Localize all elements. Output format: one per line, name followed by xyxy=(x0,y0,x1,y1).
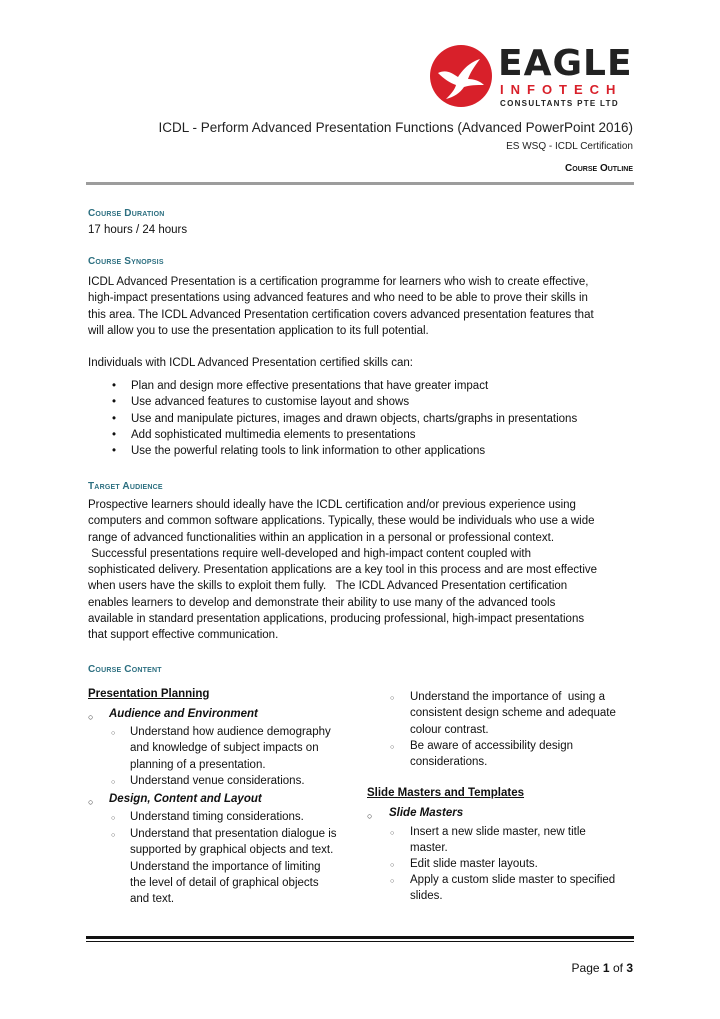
logo-subtitle: INFOTECH xyxy=(500,82,623,97)
document-title: ICDL - Perform Advanced Presentation Functions (Advanced PowerPoint 2016) xyxy=(158,120,633,135)
synopsis-paragraph xyxy=(88,274,636,339)
list-item: Understand the importance of using a consistent design scheme and adequate colour contrast. xyxy=(410,691,616,736)
company-logo xyxy=(428,43,633,113)
list-item: • Use advanced features to customise layout and shows xyxy=(112,394,577,410)
duration-text: 17 hours / 24 hours xyxy=(88,224,188,236)
logo-wordmark: EAGLE xyxy=(498,43,633,84)
circle-bullet-icon: ○ xyxy=(88,712,94,722)
audience-line: that support effective communication. xyxy=(88,629,279,642)
small-circle-bullet-icon: ○ xyxy=(390,878,395,885)
list-item: Understand timing considerations. xyxy=(130,811,304,823)
audience-heading: Target Audience xyxy=(88,481,163,492)
duration-heading: Course Duration xyxy=(88,208,165,219)
course-outline-label: Course Outline xyxy=(565,163,633,174)
audience-line: enables learners to develop and demonstrate their ability to use many of the advanced tools xyxy=(88,596,556,609)
page-number: Page 1 of 3 xyxy=(571,961,633,975)
synopsis-line: will allow you to use the presentation application to its full potential. xyxy=(88,324,429,337)
small-circle-bullet-icon: ○ xyxy=(390,862,395,869)
list-item: • Use and manipulate pictures, images and drawn objects, charts/graphs in presentations xyxy=(112,411,577,427)
list-item: Edit slide master layouts. xyxy=(410,858,538,870)
synopsis-line: high-impact presentations using advanced features and who need to be able to prove their skills in xyxy=(88,292,588,305)
audience-line: when users have the skills to exploit them fully. The ICDL Advanced Presentation certification xyxy=(88,580,568,593)
audience-line: computers and common software applications. Typically, these would be individuals who use a wide xyxy=(88,515,595,528)
list-item: • Plan and design more effective presentations that have greater impact xyxy=(112,378,577,394)
skills-list xyxy=(112,378,577,459)
small-circle-bullet-icon: ○ xyxy=(111,779,116,786)
small-circle-bullet-icon: ○ xyxy=(390,695,395,702)
content-heading: Course Content xyxy=(88,664,162,675)
slide-masters-templates-heading: Slide Masters and Templates xyxy=(367,787,525,799)
eagle-logo-icon xyxy=(428,43,494,109)
synopsis-intro: Individuals with ICDL Advanced Presentation certified skills can: xyxy=(88,357,413,369)
small-circle-bullet-icon: ○ xyxy=(111,815,116,822)
list-item: • Use the powerful relating tools to link information to other applications xyxy=(112,443,577,459)
synopsis-line: this area. The ICDL Advanced Presentation certification covers advanced presentation features that xyxy=(88,308,594,321)
list-item: • Add sophisticated multimedia elements to presentations xyxy=(112,427,577,443)
footer-divider xyxy=(86,936,634,939)
audience-paragraph xyxy=(88,497,636,644)
audience-line: range of advanced functionalities within an application in a personal or professional context. xyxy=(88,531,555,544)
slide-masters-title: Slide Masters xyxy=(389,807,464,819)
small-circle-bullet-icon: ○ xyxy=(111,730,116,737)
synopsis-line: ICDL Advanced Presentation is a certification programme for learners who wish to create effective, xyxy=(88,276,589,288)
small-circle-bullet-icon: ○ xyxy=(390,744,395,751)
audience-environment-title: Audience and Environment xyxy=(109,708,258,720)
audience-line: available in standard presentation applications, producing professional, high-impact presentations xyxy=(88,613,585,626)
small-circle-bullet-icon: ○ xyxy=(111,832,116,839)
logo-tagline: CONSULTANTS PTE LTD xyxy=(500,99,619,108)
audience-line: sophisticated delivery. Presentation applications are a key tool in this process and are most effective xyxy=(88,564,598,577)
list-item: Understand venue considerations. xyxy=(130,775,305,787)
list-item: Understand how audience demography and knowledge of subject impacts on planning of a presentation. xyxy=(130,726,331,771)
document-subtitle: ES WSQ - ICDL Certification xyxy=(506,141,633,152)
list-item: Apply a custom slide master to specified slides. xyxy=(410,874,616,903)
circle-bullet-icon: ○ xyxy=(88,797,94,807)
presentation-planning-heading: Presentation Planning xyxy=(88,688,210,700)
list-item: Insert a new slide master, new title master. xyxy=(410,826,586,855)
list-item: Be aware of accessibility design considerations. xyxy=(410,740,573,769)
circle-bullet-icon: ○ xyxy=(367,811,373,821)
header-divider xyxy=(86,182,634,185)
audience-line: Successful presentations require well-developed and high-impact content coupled with xyxy=(88,547,532,560)
design-content-layout-title: Design, Content and Layout xyxy=(109,793,262,805)
synopsis-heading: Course Synopsis xyxy=(88,256,164,267)
small-circle-bullet-icon: ○ xyxy=(390,830,395,837)
audience-line: Prospective learners should ideally have the ICDL certification and/or previous experience using xyxy=(88,499,576,511)
footer-divider-thin xyxy=(86,941,634,942)
list-item: Understand that presentation dialogue is supported by graphical objects and text. Understand the importance of limiting the level of detail of graphical objects and text. xyxy=(130,828,337,906)
